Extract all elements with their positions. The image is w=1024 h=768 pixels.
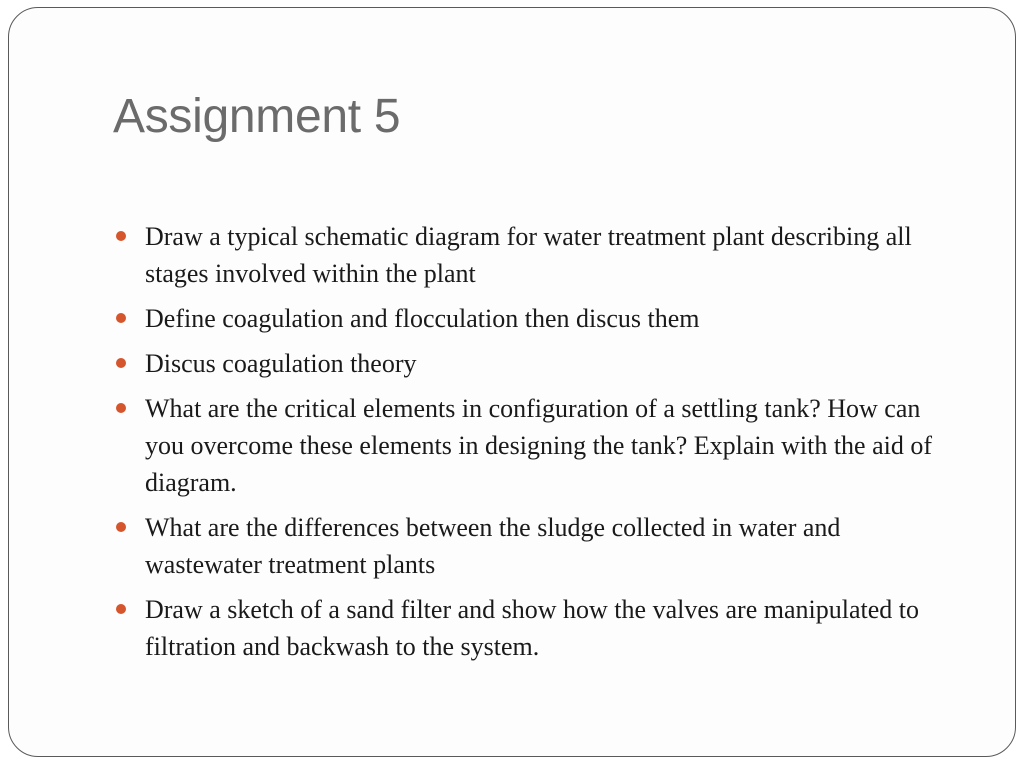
bullet-icon [116, 403, 126, 413]
bullet-icon [116, 358, 126, 368]
bullet-text: Define coagulation and flocculation then discus them [145, 304, 700, 333]
bullet-text: Draw a typical schematic diagram for water treatment plant describing all stages involved within the plant [145, 222, 912, 288]
bullet-icon [116, 522, 126, 532]
bullet-icon [116, 231, 126, 241]
slide [8, 7, 1016, 757]
bullet-icon [116, 313, 126, 323]
bullet-text: What are the critical elements in configuration of a settling tank? How can you overcome these elements in designing the tank? Explain with the aid of diagram. [145, 394, 933, 497]
bullet-list [113, 218, 953, 673]
bullet-icon [116, 604, 126, 614]
bullet-item [113, 509, 953, 583]
bullet-text: Draw a sketch of a sand filter and show how the valves are manipulated to filtration and backwash to the system. [145, 595, 919, 661]
bullet-text: Discus coagulation theory [145, 349, 417, 378]
bullet-item [113, 345, 953, 382]
bullet-item [113, 300, 953, 337]
bullet-item [113, 218, 953, 292]
bullet-text: What are the differences between the sludge collected in water and wastewater treatment plants [145, 513, 841, 579]
slide-title: Assignment 5 [113, 90, 401, 143]
bullet-item [113, 591, 953, 665]
bullet-item [113, 390, 953, 501]
